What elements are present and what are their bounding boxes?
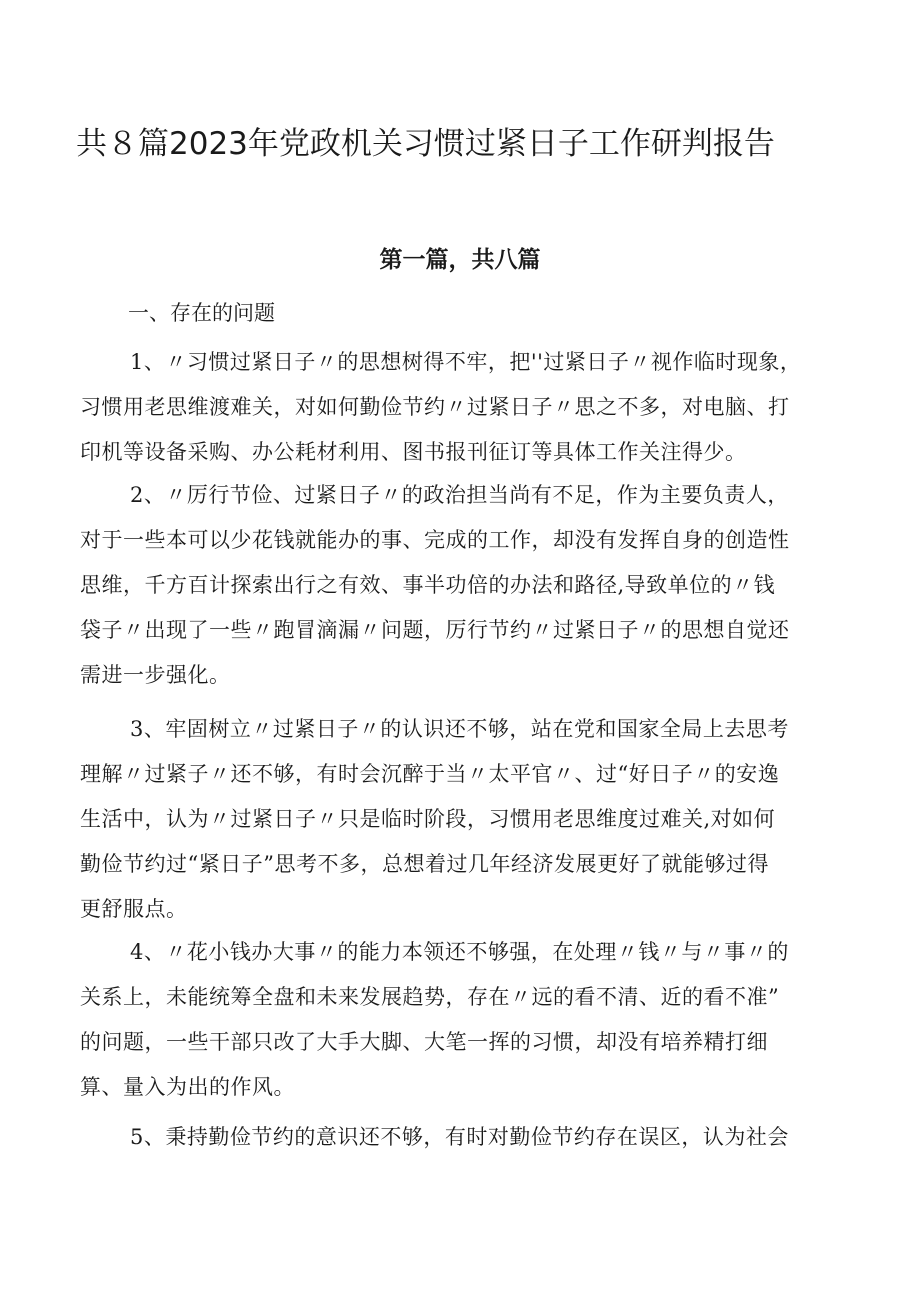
paragraph-line: 习惯用老思维渡难关，对如何勤俭节约〃过紧日子〃思之不多，对电脑、打 [80, 395, 790, 419]
paragraph-4 [80, 930, 850, 1110]
paragraph-2 [80, 473, 850, 698]
paragraph-line: 1、〃习惯过紧日子〃的思想树得不牢，把''过紧日子〃视作临时现象， [130, 350, 802, 374]
paragraph-line: 算、量入为出的作风。 [80, 1075, 295, 1099]
paragraph-line: 需进一步强化。 [80, 663, 231, 687]
paragraph-line: 印机等设备采购、办公耗材利用、图书报刊征订等具体工作关注得少。 [80, 440, 747, 464]
paragraph-1 [80, 340, 850, 475]
paragraph-3 [80, 707, 850, 932]
paragraph-line: 的问题，一些干部只改了大手大脚、大笔一挥的习惯，却没有培养精打细 [80, 1030, 768, 1054]
paragraph-line: 理解〃过紧子〃还不够，有时会沉醉于当〃太平官〃、过“好日子〃的安逸 [80, 762, 780, 786]
paragraph-line: 袋子〃出现了一些〃跑冒滴漏〃问题，厉行节约〃过紧日子〃的思想自觉还 [80, 618, 790, 642]
paragraph-line: 5、秉持勤俭节约的意识还不够，有时对勤俭节约存在误区，认为社会 [130, 1125, 789, 1149]
article-subtitle: 第一篇，共八篇 [379, 247, 541, 273]
paragraph-line: 生活中，认为〃过紧日子〃只是临时阶段，习惯用老思维度过难关,对如何 [80, 807, 776, 831]
paragraph-line: 对于一些本可以少花钱就能办的事、完成的工作，却没有发挥自身的创造性 [80, 528, 790, 552]
paragraph-line: 3、牢固树立〃过紧日子〃的认识还不够，站在党和国家全局上去思考 [130, 717, 789, 741]
paragraph-line: 更舒服点。 [80, 897, 188, 921]
paragraph-line: 勤俭节约过“紧日子”思考不多，总想着过几年经济发展更好了就能够过得 [80, 852, 769, 876]
document-title: 共８篇2023年党政机关习惯过紧日子工作研判报告 [76, 126, 775, 162]
paragraph-line: 2、〃厉行节俭、过紧日子〃的政治担当尚有不足，作为主要负责人， [130, 483, 789, 507]
paragraph-line: 关系上，未能统筹全盘和未来发展趋势，存在〃远的看不清、近的看不准” [80, 985, 780, 1009]
section-heading: 一、存在的问题 [128, 301, 275, 325]
paragraph-line: 4、〃花小钱办大事〃的能力本领还不够强，在处理〃钱〃与〃事〃的 [130, 940, 789, 964]
paragraph-5 [80, 1115, 850, 1160]
paragraph-line: 思维，千方百计探索出行之有效、事半功倍的办法和路径,导致单位的〃钱 [80, 573, 776, 597]
